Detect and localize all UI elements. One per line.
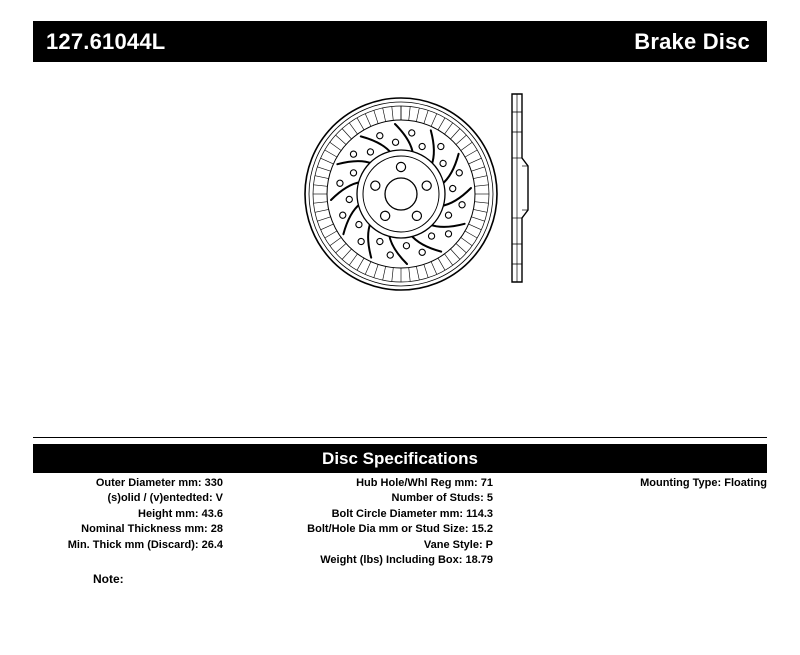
brake-rotor-edge-icon (488, 88, 548, 288)
header-right-section (447, 21, 767, 62)
header-bar (33, 21, 767, 62)
note-row (33, 570, 433, 590)
spec-column-middle (247, 476, 493, 568)
header-left-section (33, 21, 353, 62)
spec-item: Height mm: 43.6 (138, 507, 223, 520)
spec-item: Bolt/Hole Dia mm or Stud Size: 15.2 (307, 523, 493, 536)
product-image-area (33, 70, 767, 430)
spec-item: Vane Style: P (423, 538, 493, 551)
spec-section-header (33, 444, 767, 473)
spec-item: Weight (lbs) Including Box: 18.79 (320, 554, 493, 567)
spec-section-title: Disc Specifications (322, 448, 478, 468)
spec-item: (s)olid / (v)entedted: V (107, 492, 223, 505)
spec-column-right (533, 476, 767, 491)
part-number: 127.61044L (46, 28, 166, 54)
spec-section-divider (33, 437, 767, 438)
spec-item: Hub Hole/Whl Reg mm: 71 (356, 477, 493, 489)
product-type-label: Brake Disc (634, 28, 750, 54)
spec-item: Nominal Thickness mm: 28 (81, 523, 223, 536)
spec-item: Bolt Circle Diameter mm: 114.3 (331, 507, 493, 520)
spec-item: Number of Studs: 5 (391, 492, 493, 505)
spec-item: Min. Thick mm (Discard): 26.4 (67, 538, 223, 551)
note-label: Note: (93, 572, 124, 586)
brake-rotor-icon (301, 94, 501, 294)
spec-column-left (33, 476, 223, 553)
spec-item: Outer Diameter mm: 330 (95, 477, 223, 489)
spec-item: Mounting Type: Floating (640, 477, 767, 489)
